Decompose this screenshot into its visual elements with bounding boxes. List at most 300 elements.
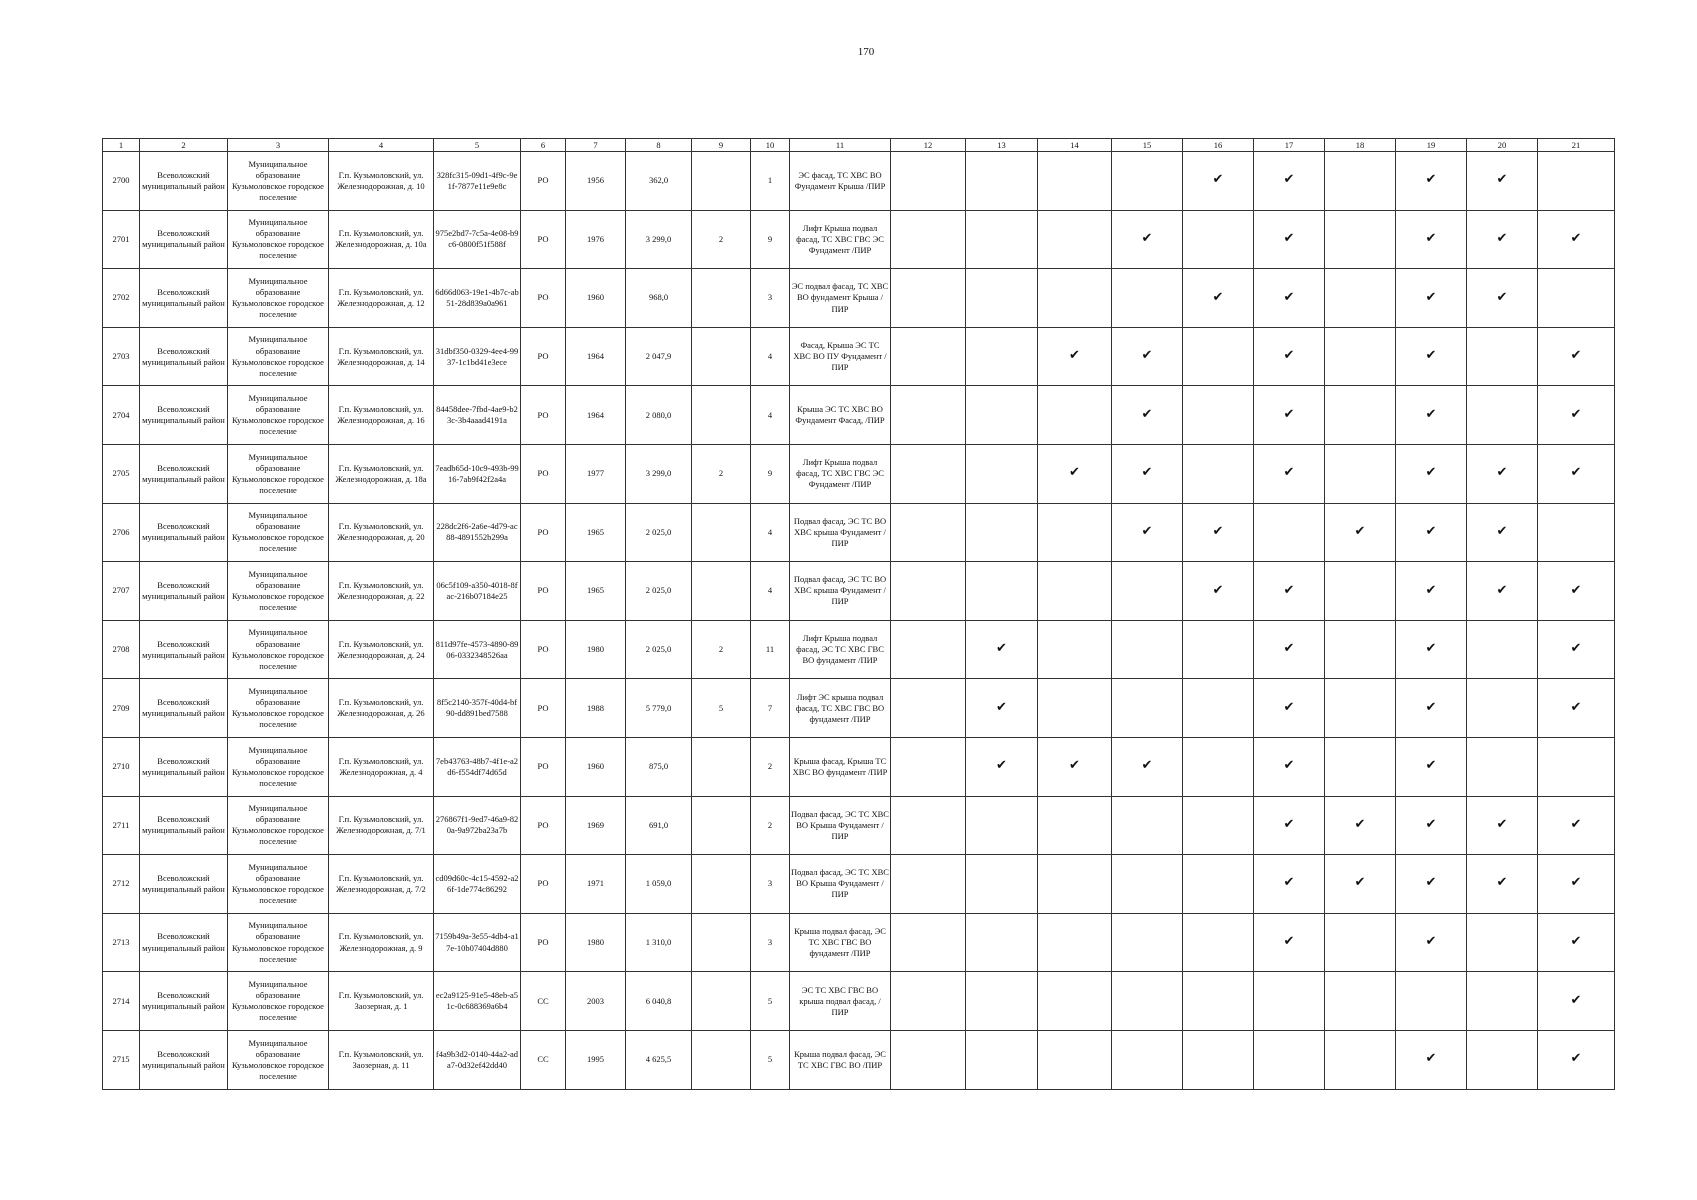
table-row bbox=[103, 327, 1615, 386]
build-year-cell: 1976 bbox=[566, 210, 626, 269]
check-cell-19: ✔ bbox=[1396, 503, 1467, 562]
guid-cell: f4a9b3d2-0140-44a2-ada7-0d32ef42dd40 bbox=[434, 1030, 521, 1089]
col-10-cell: 3 bbox=[751, 855, 790, 914]
column-number-row bbox=[103, 139, 1615, 152]
check-cell-12 bbox=[891, 737, 966, 796]
municipality-cell: Муниципальное образование Кузьмоловское городское поселение bbox=[228, 210, 329, 269]
check-cell-21: ✔ bbox=[1538, 562, 1615, 621]
col-9-cell bbox=[692, 327, 751, 386]
col-9-cell bbox=[692, 737, 751, 796]
check-cell-18 bbox=[1325, 152, 1396, 211]
check-cell-16 bbox=[1183, 210, 1254, 269]
address-cell: Г.п. Кузьмоловский, ул. Железнодорожная, д. 7/1 bbox=[329, 796, 434, 855]
col-10-cell: 7 bbox=[751, 679, 790, 738]
check-cell-17: ✔ bbox=[1254, 796, 1325, 855]
row-number: 2709 bbox=[103, 679, 140, 738]
check-cell-12 bbox=[891, 913, 966, 972]
build-year-cell: 1988 bbox=[566, 679, 626, 738]
check-cell-13 bbox=[966, 327, 1038, 386]
check-cell-19: ✔ bbox=[1396, 562, 1467, 621]
check-cell-21 bbox=[1538, 737, 1615, 796]
address-cell: Г.п. Кузьмоловский, ул. Железнодорожная, д. 26 bbox=[329, 679, 434, 738]
ownership-type-cell: РО bbox=[521, 503, 566, 562]
col-10-cell: 2 bbox=[751, 796, 790, 855]
table-row bbox=[103, 152, 1615, 211]
check-cell-20 bbox=[1467, 386, 1538, 445]
table-row bbox=[103, 737, 1615, 796]
works-cell: Крыша фасад, Крыша ТС ХВС ВО фундамент /ПИР bbox=[790, 737, 891, 796]
ownership-type-cell: РО bbox=[521, 913, 566, 972]
check-cell-16: ✔ bbox=[1183, 503, 1254, 562]
check-cell-15 bbox=[1112, 855, 1183, 914]
build-year-cell: 1980 bbox=[566, 620, 626, 679]
build-year-cell: 1960 bbox=[566, 737, 626, 796]
check-cell-16 bbox=[1183, 913, 1254, 972]
district-cell: Всеволожский муниципальный район bbox=[140, 620, 228, 679]
row-number: 2712 bbox=[103, 855, 140, 914]
area-cell: 362,0 bbox=[626, 152, 692, 211]
col-10-cell: 3 bbox=[751, 269, 790, 328]
area-cell: 968,0 bbox=[626, 269, 692, 328]
column-header-6: 6 bbox=[521, 139, 566, 152]
check-cell-18 bbox=[1325, 913, 1396, 972]
table-body bbox=[103, 152, 1615, 1090]
check-cell-19: ✔ bbox=[1396, 796, 1467, 855]
check-cell-18 bbox=[1325, 737, 1396, 796]
district-cell: Всеволожский муниципальный район bbox=[140, 269, 228, 328]
check-cell-12 bbox=[891, 620, 966, 679]
build-year-cell: 1980 bbox=[566, 913, 626, 972]
check-cell-20: ✔ bbox=[1467, 503, 1538, 562]
guid-cell: 7eadb65d-10c9-493b-9916-7ab9f42f2a4a bbox=[434, 444, 521, 503]
check-cell-13 bbox=[966, 210, 1038, 269]
works-cell: Лифт Крыша подвал фасад, ТС ХВС ГВС ЭС Фундамент /ПИР bbox=[790, 444, 891, 503]
area-cell: 3 299,0 bbox=[626, 210, 692, 269]
check-cell-17: ✔ bbox=[1254, 562, 1325, 621]
col-9-cell bbox=[692, 855, 751, 914]
check-cell-19: ✔ bbox=[1396, 327, 1467, 386]
district-cell: Всеволожский муниципальный район bbox=[140, 152, 228, 211]
check-cell-16: ✔ bbox=[1183, 269, 1254, 328]
table-row bbox=[103, 855, 1615, 914]
check-cell-15: ✔ bbox=[1112, 327, 1183, 386]
build-year-cell: 1965 bbox=[566, 503, 626, 562]
col-9-cell bbox=[692, 503, 751, 562]
area-cell: 1 059,0 bbox=[626, 855, 692, 914]
check-cell-17: ✔ bbox=[1254, 386, 1325, 445]
check-cell-12 bbox=[891, 269, 966, 328]
table-row bbox=[103, 503, 1615, 562]
build-year-cell: 1995 bbox=[566, 1030, 626, 1089]
municipality-cell: Муниципальное образование Кузьмоловское городское поселение bbox=[228, 796, 329, 855]
check-cell-16 bbox=[1183, 1030, 1254, 1089]
row-number: 2704 bbox=[103, 386, 140, 445]
col-9-cell bbox=[692, 972, 751, 1031]
address-cell: Г.п. Кузьмоловский, ул. Железнодорожная, д. 20 bbox=[329, 503, 434, 562]
col-9-cell: 2 bbox=[692, 210, 751, 269]
check-cell-19: ✔ bbox=[1396, 210, 1467, 269]
row-number: 2710 bbox=[103, 737, 140, 796]
column-header-15: 15 bbox=[1112, 139, 1183, 152]
check-cell-14: ✔ bbox=[1038, 327, 1112, 386]
table-row bbox=[103, 972, 1615, 1031]
row-number: 2705 bbox=[103, 444, 140, 503]
column-header-21: 21 bbox=[1538, 139, 1615, 152]
column-header-16: 16 bbox=[1183, 139, 1254, 152]
build-year-cell: 1977 bbox=[566, 444, 626, 503]
municipality-cell: Муниципальное образование Кузьмоловское городское поселение bbox=[228, 972, 329, 1031]
check-cell-19: ✔ bbox=[1396, 152, 1467, 211]
area-cell: 5 779,0 bbox=[626, 679, 692, 738]
check-cell-16 bbox=[1183, 855, 1254, 914]
column-header-9: 9 bbox=[692, 139, 751, 152]
check-cell-15: ✔ bbox=[1112, 386, 1183, 445]
check-cell-19: ✔ bbox=[1396, 620, 1467, 679]
address-cell: Г.п. Кузьмоловский, ул. Железнодорожная, д. 22 bbox=[329, 562, 434, 621]
works-cell: ЭС подвал фасад, ТС ХВС ВО фундамент Крыша /ПИР bbox=[790, 269, 891, 328]
check-cell-13 bbox=[966, 972, 1038, 1031]
column-header-14: 14 bbox=[1038, 139, 1112, 152]
check-cell-16 bbox=[1183, 796, 1254, 855]
column-header-12: 12 bbox=[891, 139, 966, 152]
municipality-cell: Муниципальное образование Кузьмоловское городское поселение bbox=[228, 152, 329, 211]
column-header-19: 19 bbox=[1396, 139, 1467, 152]
build-year-cell: 1964 bbox=[566, 386, 626, 445]
table-row bbox=[103, 679, 1615, 738]
district-cell: Всеволожский муниципальный район bbox=[140, 503, 228, 562]
guid-cell: ec2a9125-91e5-48eb-a51c-0c688369a6b4 bbox=[434, 972, 521, 1031]
column-header-4: 4 bbox=[329, 139, 434, 152]
check-cell-21: ✔ bbox=[1538, 972, 1615, 1031]
check-cell-18 bbox=[1325, 269, 1396, 328]
guid-cell: 31dbf350-0329-4ee4-9937-1c1bd41e3ece bbox=[434, 327, 521, 386]
check-cell-19: ✔ bbox=[1396, 855, 1467, 914]
row-number: 2707 bbox=[103, 562, 140, 621]
check-cell-16 bbox=[1183, 737, 1254, 796]
check-cell-18 bbox=[1325, 620, 1396, 679]
address-cell: Г.п. Кузьмоловский, ул. Железнодорожная, д. 14 bbox=[329, 327, 434, 386]
check-cell-18: ✔ bbox=[1325, 796, 1396, 855]
check-cell-14 bbox=[1038, 855, 1112, 914]
area-cell: 2 080,0 bbox=[626, 386, 692, 445]
check-cell-13 bbox=[966, 562, 1038, 621]
check-cell-21: ✔ bbox=[1538, 210, 1615, 269]
guid-cell: cd09d60c-4c15-4592-a26f-1de774c86292 bbox=[434, 855, 521, 914]
build-year-cell: 1964 bbox=[566, 327, 626, 386]
municipality-cell: Муниципальное образование Кузьмоловское городское поселение bbox=[228, 855, 329, 914]
row-number: 2702 bbox=[103, 269, 140, 328]
check-cell-20 bbox=[1467, 1030, 1538, 1089]
column-header-17: 17 bbox=[1254, 139, 1325, 152]
check-cell-21 bbox=[1538, 152, 1615, 211]
check-cell-12 bbox=[891, 562, 966, 621]
check-cell-12 bbox=[891, 679, 966, 738]
works-cell: Лифт Крыша подвал фасад, ЭС ТС ХВС ГВС ВО фундамент /ПИР bbox=[790, 620, 891, 679]
guid-cell: 228dc2f6-2a6e-4d79-ac88-4891552b299a bbox=[434, 503, 521, 562]
check-cell-20 bbox=[1467, 737, 1538, 796]
check-cell-14 bbox=[1038, 269, 1112, 328]
check-cell-17: ✔ bbox=[1254, 210, 1325, 269]
check-cell-20 bbox=[1467, 327, 1538, 386]
col-9-cell bbox=[692, 269, 751, 328]
works-cell: Крыша подвал фасад, ЭС ТС ХВС ГВС ВО фундамент /ПИР bbox=[790, 913, 891, 972]
area-cell: 4 625,5 bbox=[626, 1030, 692, 1089]
check-cell-20: ✔ bbox=[1467, 444, 1538, 503]
check-cell-18 bbox=[1325, 562, 1396, 621]
district-cell: Всеволожский муниципальный район bbox=[140, 737, 228, 796]
col-9-cell: 5 bbox=[692, 679, 751, 738]
address-cell: Г.п. Кузьмоловский, ул. Железнодорожная, д. 7/2 bbox=[329, 855, 434, 914]
col-10-cell: 9 bbox=[751, 444, 790, 503]
check-cell-17 bbox=[1254, 503, 1325, 562]
municipality-cell: Муниципальное образование Кузьмоловское городское поселение bbox=[228, 1030, 329, 1089]
district-cell: Всеволожский муниципальный район bbox=[140, 855, 228, 914]
ownership-type-cell: СС bbox=[521, 972, 566, 1031]
housing-register-table bbox=[102, 138, 1615, 1090]
build-year-cell: 1965 bbox=[566, 562, 626, 621]
check-cell-13: ✔ bbox=[966, 620, 1038, 679]
check-cell-20: ✔ bbox=[1467, 796, 1538, 855]
check-cell-12 bbox=[891, 1030, 966, 1089]
guid-cell: 84458dee-7fbd-4ae9-b23c-3b4aaad4191a bbox=[434, 386, 521, 445]
municipality-cell: Муниципальное образование Кузьмоловское городское поселение bbox=[228, 679, 329, 738]
col-9-cell bbox=[692, 913, 751, 972]
check-cell-16 bbox=[1183, 327, 1254, 386]
municipality-cell: Муниципальное образование Кузьмоловское городское поселение bbox=[228, 386, 329, 445]
column-header-18: 18 bbox=[1325, 139, 1396, 152]
check-cell-13 bbox=[966, 503, 1038, 562]
works-cell: Фасад, Крыша ЭС ТС ХВС ВО ПУ Фундамент /ПИР bbox=[790, 327, 891, 386]
check-cell-19: ✔ bbox=[1396, 1030, 1467, 1089]
check-cell-18 bbox=[1325, 679, 1396, 738]
check-cell-21: ✔ bbox=[1538, 679, 1615, 738]
check-cell-13 bbox=[966, 855, 1038, 914]
check-cell-13 bbox=[966, 386, 1038, 445]
check-cell-14 bbox=[1038, 562, 1112, 621]
ownership-type-cell: РО bbox=[521, 327, 566, 386]
address-cell: Г.п. Кузьмоловский, ул. Заозерная, д. 11 bbox=[329, 1030, 434, 1089]
check-cell-19: ✔ bbox=[1396, 913, 1467, 972]
check-cell-20: ✔ bbox=[1467, 210, 1538, 269]
table-row bbox=[103, 913, 1615, 972]
check-cell-15 bbox=[1112, 679, 1183, 738]
col-10-cell: 5 bbox=[751, 972, 790, 1031]
district-cell: Всеволожский муниципальный район bbox=[140, 210, 228, 269]
table-row bbox=[103, 269, 1615, 328]
check-cell-20 bbox=[1467, 913, 1538, 972]
district-cell: Всеволожский муниципальный район bbox=[140, 1030, 228, 1089]
column-header-7: 7 bbox=[566, 139, 626, 152]
check-cell-12 bbox=[891, 796, 966, 855]
check-cell-13 bbox=[966, 913, 1038, 972]
page-number: 170 bbox=[857, 46, 875, 58]
row-number: 2708 bbox=[103, 620, 140, 679]
works-cell: Подвал фасад, ЭС ТС ХВС ВО Крыша Фундамент /ПИР bbox=[790, 855, 891, 914]
column-header-11: 11 bbox=[790, 139, 891, 152]
check-cell-14 bbox=[1038, 796, 1112, 855]
ownership-type-cell: РО bbox=[521, 444, 566, 503]
guid-cell: 8f5c2140-357f-40d4-bf90-dd891bed7588 bbox=[434, 679, 521, 738]
check-cell-14 bbox=[1038, 1030, 1112, 1089]
check-cell-17: ✔ bbox=[1254, 444, 1325, 503]
works-cell: ЭС фасад, ТС ХВС ВО Фундамент Крыша /ПИР bbox=[790, 152, 891, 211]
address-cell: Г.п. Кузьмоловский, ул. Железнодорожная, д. 16 bbox=[329, 386, 434, 445]
check-cell-18 bbox=[1325, 972, 1396, 1031]
check-cell-16: ✔ bbox=[1183, 562, 1254, 621]
guid-cell: 811d97fe-4573-4890-8906-0332348526aa bbox=[434, 620, 521, 679]
works-cell: Подвал фасад, ЭС ТС ХВС ВО Крыша Фундамент /ПИР bbox=[790, 796, 891, 855]
address-cell: Г.п. Кузьмоловский, ул. Железнодорожная, д. 10а bbox=[329, 210, 434, 269]
works-cell: Подвал фасад, ЭС ТС ВО ХВС крыша Фундамент /ПИР bbox=[790, 562, 891, 621]
check-cell-12 bbox=[891, 503, 966, 562]
table-row bbox=[103, 562, 1615, 621]
district-cell: Всеволожский муниципальный район bbox=[140, 444, 228, 503]
check-cell-20 bbox=[1467, 620, 1538, 679]
col-10-cell: 4 bbox=[751, 562, 790, 621]
check-cell-15 bbox=[1112, 796, 1183, 855]
table-row bbox=[103, 620, 1615, 679]
check-cell-14 bbox=[1038, 972, 1112, 1031]
column-header-20: 20 bbox=[1467, 139, 1538, 152]
check-cell-15: ✔ bbox=[1112, 503, 1183, 562]
row-number: 2715 bbox=[103, 1030, 140, 1089]
check-cell-15: ✔ bbox=[1112, 210, 1183, 269]
table-row bbox=[103, 796, 1615, 855]
col-9-cell bbox=[692, 386, 751, 445]
check-cell-17 bbox=[1254, 1030, 1325, 1089]
check-cell-17 bbox=[1254, 972, 1325, 1031]
area-cell: 3 299,0 bbox=[626, 444, 692, 503]
column-header-1: 1 bbox=[103, 139, 140, 152]
check-cell-14 bbox=[1038, 620, 1112, 679]
check-cell-12 bbox=[891, 444, 966, 503]
check-cell-16 bbox=[1183, 620, 1254, 679]
municipality-cell: Муниципальное образование Кузьмоловское городское поселение bbox=[228, 562, 329, 621]
row-number: 2713 bbox=[103, 913, 140, 972]
check-cell-12 bbox=[891, 386, 966, 445]
ownership-type-cell: РО bbox=[521, 386, 566, 445]
check-cell-16 bbox=[1183, 386, 1254, 445]
ownership-type-cell: РО bbox=[521, 269, 566, 328]
check-cell-19: ✔ bbox=[1396, 269, 1467, 328]
ownership-type-cell: РО bbox=[521, 210, 566, 269]
table-row bbox=[103, 1030, 1615, 1089]
check-cell-21: ✔ bbox=[1538, 620, 1615, 679]
check-cell-15 bbox=[1112, 972, 1183, 1031]
row-number: 2701 bbox=[103, 210, 140, 269]
municipality-cell: Муниципальное образование Кузьмоловское городское поселение bbox=[228, 503, 329, 562]
municipality-cell: Муниципальное образование Кузьмоловское городское поселение bbox=[228, 444, 329, 503]
guid-cell: 276867f1-9ed7-46a9-820a-9a972ba23a7b bbox=[434, 796, 521, 855]
col-10-cell: 11 bbox=[751, 620, 790, 679]
build-year-cell: 1960 bbox=[566, 269, 626, 328]
ownership-type-cell: РО bbox=[521, 855, 566, 914]
row-number: 2711 bbox=[103, 796, 140, 855]
check-cell-15 bbox=[1112, 913, 1183, 972]
col-9-cell bbox=[692, 796, 751, 855]
check-cell-20 bbox=[1467, 679, 1538, 738]
check-cell-16 bbox=[1183, 444, 1254, 503]
check-cell-17: ✔ bbox=[1254, 913, 1325, 972]
check-cell-16: ✔ bbox=[1183, 152, 1254, 211]
check-cell-18 bbox=[1325, 210, 1396, 269]
district-cell: Всеволожский муниципальный район bbox=[140, 679, 228, 738]
check-cell-21: ✔ bbox=[1538, 444, 1615, 503]
build-year-cell: 1971 bbox=[566, 855, 626, 914]
address-cell: Г.п. Кузьмоловский, ул. Железнодорожная, д. 12 bbox=[329, 269, 434, 328]
row-number: 2706 bbox=[103, 503, 140, 562]
check-cell-15 bbox=[1112, 620, 1183, 679]
col-10-cell: 4 bbox=[751, 327, 790, 386]
check-cell-18 bbox=[1325, 327, 1396, 386]
works-cell: Крыша подвал фасад, ЭС ТС ХВС ГВС ВО /ПИР bbox=[790, 1030, 891, 1089]
col-9-cell bbox=[692, 1030, 751, 1089]
ownership-type-cell: РО bbox=[521, 737, 566, 796]
check-cell-13 bbox=[966, 1030, 1038, 1089]
guid-cell: 7eb43763-48b7-4f1e-a2d6-f554df74d65d bbox=[434, 737, 521, 796]
works-cell: Крыша ЭС ТС ХВС ВО Фундамент Фасад, /ПИР bbox=[790, 386, 891, 445]
address-cell: Г.п. Кузьмоловский, ул. Железнодорожная, д. 24 bbox=[329, 620, 434, 679]
column-header-5: 5 bbox=[434, 139, 521, 152]
col-9-cell bbox=[692, 562, 751, 621]
check-cell-18: ✔ bbox=[1325, 855, 1396, 914]
check-cell-18 bbox=[1325, 386, 1396, 445]
municipality-cell: Муниципальное образование Кузьмоловское городское поселение bbox=[228, 737, 329, 796]
check-cell-17: ✔ bbox=[1254, 620, 1325, 679]
ownership-type-cell: РО bbox=[521, 620, 566, 679]
check-cell-20: ✔ bbox=[1467, 855, 1538, 914]
ownership-type-cell: РО bbox=[521, 562, 566, 621]
build-year-cell: 1969 bbox=[566, 796, 626, 855]
check-cell-21 bbox=[1538, 269, 1615, 328]
row-number: 2703 bbox=[103, 327, 140, 386]
check-cell-18 bbox=[1325, 444, 1396, 503]
table-row bbox=[103, 210, 1615, 269]
district-cell: Всеволожский муниципальный район bbox=[140, 913, 228, 972]
check-cell-21: ✔ bbox=[1538, 1030, 1615, 1089]
check-cell-21: ✔ bbox=[1538, 913, 1615, 972]
area-cell: 2 025,0 bbox=[626, 503, 692, 562]
area-cell: 875,0 bbox=[626, 737, 692, 796]
district-cell: Всеволожский муниципальный район bbox=[140, 562, 228, 621]
column-header-3: 3 bbox=[228, 139, 329, 152]
col-10-cell: 9 bbox=[751, 210, 790, 269]
works-cell: ЭС ТС ХВС ГВС ВО крыша подвал фасад, /ПИР bbox=[790, 972, 891, 1031]
municipality-cell: Муниципальное образование Кузьмоловское городское поселение bbox=[228, 913, 329, 972]
check-cell-12 bbox=[891, 972, 966, 1031]
check-cell-12 bbox=[891, 152, 966, 211]
municipality-cell: Муниципальное образование Кузьмоловское городское поселение bbox=[228, 269, 329, 328]
check-cell-20: ✔ bbox=[1467, 152, 1538, 211]
guid-cell: 6d66d063-19e1-4b7c-ab51-28d839a0a961 bbox=[434, 269, 521, 328]
check-cell-21: ✔ bbox=[1538, 327, 1615, 386]
works-cell: Лифт ЭС крыша подвал фасад, ТС ХВС ГВС ВО фундамент /ПИР bbox=[790, 679, 891, 738]
check-cell-16 bbox=[1183, 972, 1254, 1031]
address-cell: Г.п. Кузьмоловский, ул. Железнодорожная, д. 9 bbox=[329, 913, 434, 972]
guid-cell: 975e2bd7-7c5a-4e08-b9c6-0800f51f588f bbox=[434, 210, 521, 269]
works-cell: Лифт Крыша подвал фасад, ТС ХВС ГВС ЭС Фундамент /ПИР bbox=[790, 210, 891, 269]
check-cell-14: ✔ bbox=[1038, 444, 1112, 503]
build-year-cell: 2003 bbox=[566, 972, 626, 1031]
check-cell-13 bbox=[966, 152, 1038, 211]
area-cell: 6 040,8 bbox=[626, 972, 692, 1031]
area-cell: 1 310,0 bbox=[626, 913, 692, 972]
check-cell-17: ✔ bbox=[1254, 679, 1325, 738]
address-cell: Г.п. Кузьмоловский, ул. Железнодорожная, д. 4 bbox=[329, 737, 434, 796]
col-9-cell: 2 bbox=[692, 620, 751, 679]
ownership-type-cell: РО bbox=[521, 679, 566, 738]
check-cell-17: ✔ bbox=[1254, 855, 1325, 914]
